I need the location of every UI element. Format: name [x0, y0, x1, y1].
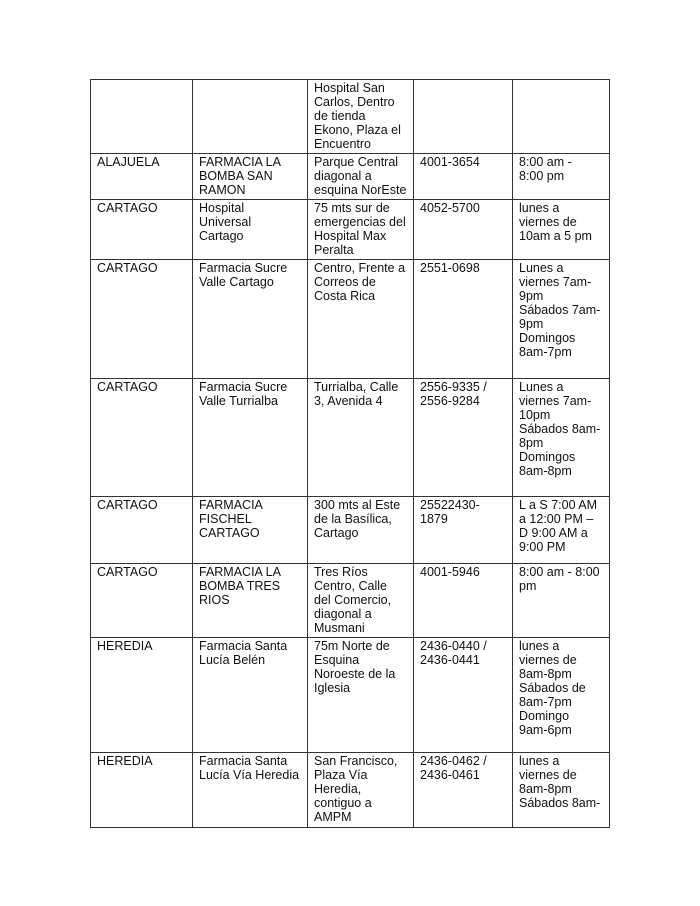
hours-cell: 8:00 am - 8:00 pm [513, 154, 610, 200]
address-cell: San Francisco, Plaza Vía Heredia, contiguo a AMPM [308, 753, 414, 828]
phone-cell: 2436-0462 / 2436-0461 [414, 753, 513, 828]
hours-cell: Lunes a viernes 7am- 10pm Sábados 8am- 8pm Domingos 8am-8pm [513, 379, 610, 497]
address-cell: Tres Ríos Centro, Calle del Comercio, diagonal a Musmani [308, 564, 414, 638]
hours-cell [513, 80, 610, 154]
phone-cell: 25522430- 1879 [414, 497, 513, 564]
pharmacy-name-cell: Farmacia Santa Lucía Vía Heredia [193, 753, 308, 828]
address-cell: Parque Central diagonal a esquina NorEste [308, 154, 414, 200]
hours-cell: 8:00 am - 8:00 pm [513, 564, 610, 638]
phone-cell: 2436-0440 / 2436-0441 [414, 638, 513, 753]
pharmacy-name-cell: Farmacia Sucre Valle Turrialba [193, 379, 308, 497]
hours-cell: lunes a viernes de 8am-8pm Sábados de 8am-7pm Domingo 9am-6pm [513, 638, 610, 753]
table-row [91, 154, 610, 200]
phone-cell: 2551-0698 [414, 260, 513, 379]
pharmacy-name-cell: Farmacia Sucre Valle Cartago [193, 260, 308, 379]
province-cell: CARTAGO [91, 379, 193, 497]
phone-cell [414, 80, 513, 154]
province-cell: CARTAGO [91, 497, 193, 564]
province-cell [91, 80, 193, 154]
hours-cell: lunes a viernes de 10am a 5 pm [513, 200, 610, 260]
table-row [91, 80, 610, 154]
address-cell: 300 mts al Este de la Basílica, Cartago [308, 497, 414, 564]
pharmacy-name-cell: Farmacia Santa Lucía Belén [193, 638, 308, 753]
phone-cell: 4001-5946 [414, 564, 513, 638]
table-row [91, 379, 610, 497]
address-cell: 75m Norte de Esquina Noroeste de la Iglesia [308, 638, 414, 753]
table-row [91, 497, 610, 564]
pharmacy-name-cell: FARMACIA LA BOMBA SAN RAMON [193, 154, 308, 200]
province-cell: CARTAGO [91, 564, 193, 638]
province-cell: CARTAGO [91, 200, 193, 260]
hours-cell: L a S 7:00 AM a 12:00 PM – D 9:00 AM a 9:00 PM [513, 497, 610, 564]
table-row [91, 564, 610, 638]
table-row [91, 200, 610, 260]
pharmacy-name-cell: Hospital Universal Cartago [193, 200, 308, 260]
table-row [91, 638, 610, 753]
address-cell: Hospital San Carlos, Dentro de tienda Ekono, Plaza el Encuentro [308, 80, 414, 154]
pharmacy-name-cell [193, 80, 308, 154]
phone-cell: 4001-3654 [414, 154, 513, 200]
address-cell: Centro, Frente a Correos de Costa Rica [308, 260, 414, 379]
phone-cell: 2556-9335 / 2556-9284 [414, 379, 513, 497]
table-row [91, 260, 610, 379]
hours-cell: Lunes a viernes 7am- 9pm Sábados 7am- 9pm Domingos 8am-7pm [513, 260, 610, 379]
address-cell: Turrialba, Calle 3, Avenida 4 [308, 379, 414, 497]
table-row [91, 753, 610, 828]
province-cell: CARTAGO [91, 260, 193, 379]
province-cell: ALAJUELA [91, 154, 193, 200]
address-cell: 75 mts sur de emergencias del Hospital Max Peralta [308, 200, 414, 260]
province-cell: HEREDIA [91, 638, 193, 753]
pharmacy-name-cell: FARMACIA LA BOMBA TRES RIOS [193, 564, 308, 638]
hours-cell: lunes a viernes de 8am-8pm Sábados 8am- [513, 753, 610, 828]
phone-cell: 4052-5700 [414, 200, 513, 260]
pharmacy-table [90, 79, 610, 828]
pharmacy-name-cell: FARMACIA FISCHEL CARTAGO [193, 497, 308, 564]
province-cell: HEREDIA [91, 753, 193, 828]
